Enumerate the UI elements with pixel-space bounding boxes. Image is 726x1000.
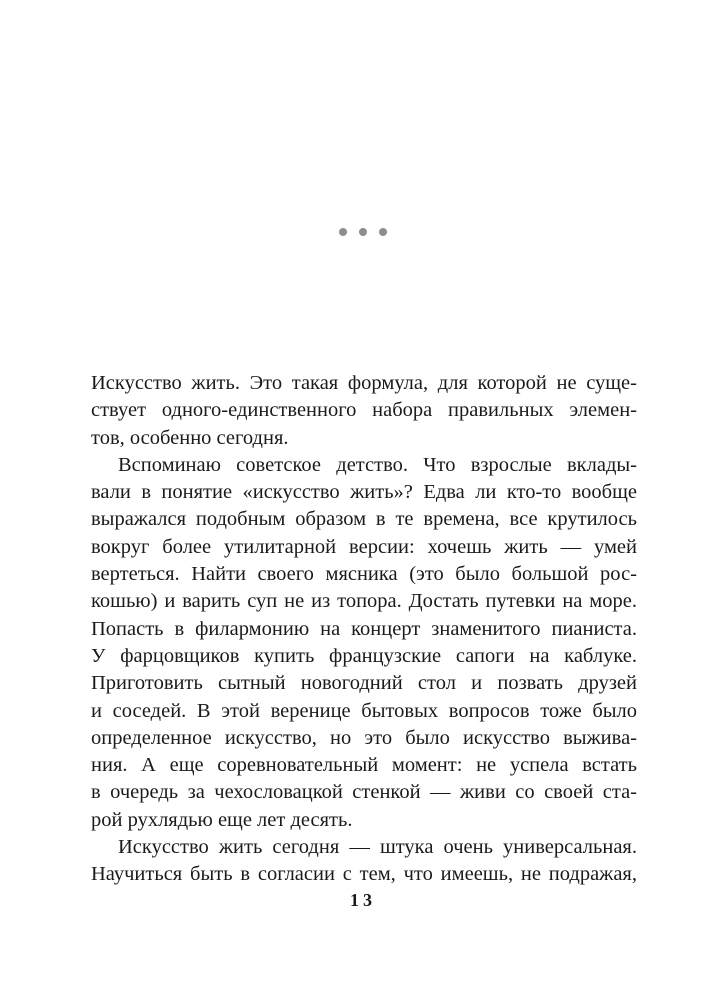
text-line: Вспоминаю советское детство. Что взрослые вклады- — [118, 453, 637, 476]
text-line: вали в понятие «искусство жить»? Едва ли кто-то вообще — [91, 481, 637, 504]
page-number: 13 — [350, 890, 376, 910]
paragraph-1 — [91, 370, 637, 452]
separator-dot — [379, 228, 387, 236]
text-line: определенное искусство, но это было искусство выжива- — [91, 726, 637, 749]
text-line: Приготовить сытный новогодний стол и позвать друзей — [91, 672, 637, 695]
separator-dot — [359, 228, 367, 236]
text-line: вокруг более утилитарной версии: хочешь жить — умей — [91, 535, 637, 558]
text-line: кошью) и варить суп не из топора. Достать путевки на море. — [91, 590, 637, 613]
text-line: Научиться быть в согласии с тем, что имеешь, не подражая, — [91, 863, 637, 886]
section-separator — [0, 226, 726, 238]
text-line: выражался подобным образом в те времена, все крутилось — [91, 508, 637, 531]
separator-dot — [339, 228, 347, 236]
text-line: Искусство жить. Это такая формула, для которой не суще- — [91, 372, 637, 394]
text-line: тов, особенно сегодня. — [91, 426, 289, 449]
text-line: вертеться. Найти своего мясника (это было большой рос- — [91, 563, 637, 586]
text-line: Искусство жить сегодня — штука очень универсальная. — [118, 836, 637, 859]
body-text — [91, 370, 637, 889]
text-line: Попасть в филармонию на концерт знаменитого пианиста. — [91, 617, 637, 640]
text-line: и соседей. В этой веренице бытовых вопросов тоже было — [91, 699, 637, 722]
text-line: рой рухлядью еще лет десять. — [91, 808, 353, 831]
text-line: ния. А еще соревновательный момент: не успела встать — [91, 754, 637, 777]
text-line: ствует одного-единственного набора правильных элемен- — [91, 399, 637, 422]
paragraph-2 — [91, 452, 637, 834]
text-line: У фарцовщиков купить французские сапоги на каблуке. — [91, 644, 637, 667]
text-line: в очередь за чехословацкой стенкой — живи со своей ста- — [91, 781, 637, 804]
paragraph-3 — [91, 834, 637, 889]
